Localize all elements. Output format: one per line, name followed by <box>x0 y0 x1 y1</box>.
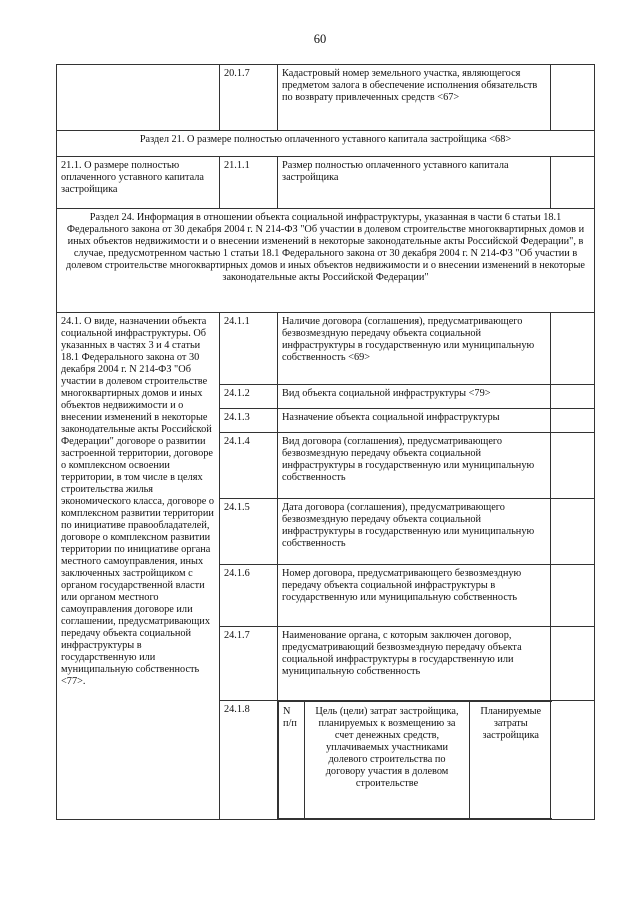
table-row <box>57 157 595 209</box>
item-text: Номер договора, предусматривающего безвозмездную передачу объекта социальной инфраструктуры в государственную или муниципальную собственность <box>278 565 551 627</box>
value-cell <box>551 433 595 499</box>
item-text: Вид объекта социальной инфраструктуры <79> <box>278 385 551 409</box>
value-cell <box>551 627 595 701</box>
row-heading-24-1: 24.1. О виде, назначении объекта социальной инфраструктуры. Об указанных в частях 3 и 4 статьи 18.1 Федерального закона от 30 декабря 2004 г. N 214-ФЗ "Об участии в долевом строительстве многоквартирных домов и иных объектов недвижимости и о внесении изменений в некоторые законодательные акты Российской Федерации" договоре о развитии застроенной территории, договоре о комплексном освоении территории, в том числе в целях строительства жилья экономического класса, договоре о комплексном развитии территории по инициативе правообладателей, договоре о комплексном развитии территории по инициативе органа местного самоуправления, иных заключенных застройщиком с органом государственной власти или органом местного самоуправления договоре или соглашении, предусматривающих передачу объекта социальной инфраструктуры в государственную или муниципальную собственность <77>. <box>57 313 220 820</box>
item-text: Дата договора (соглашения), предусматривающего безвозмездную передачу объекта социальной инфраструктуры в государственную или муниципальную собственность <box>278 499 551 565</box>
row-heading: 21.1. О размере полностью оплаченного уставного капитала застройщика <box>57 157 220 209</box>
inner-table <box>278 701 552 819</box>
item-text: Вид договора (соглашения), предусматривающего безвозмездную передачу объекта социальной инфраструктуры в государственную или муниципальную собственность <box>278 433 551 499</box>
section-row <box>57 131 595 157</box>
column-header-costs: Планируемые затраты застройщика <box>470 702 552 819</box>
column-header-goal: Цель (цели) затрат застройщика, планируемых к возмещению за счет денежных средств, уплачиваемых участниками долевого строительства по договору участия в долевом строительстве <box>305 702 470 819</box>
table-row <box>57 65 595 131</box>
item-number: 24.1.6 <box>220 565 278 627</box>
item-number: 21.1.1 <box>220 157 278 209</box>
item-text: Кадастровый номер земельного участка, являющегося предметом залога в обеспечение исполнения обязательств по возврату привлеченных средств <67> <box>278 65 551 131</box>
item-text: Размер полностью оплаченного уставного капитала застройщика <box>278 157 551 209</box>
item-number: 24.1.4 <box>220 433 278 499</box>
empty-cell <box>57 65 220 131</box>
nested-cost-table <box>278 701 551 820</box>
section-row <box>57 209 595 313</box>
value-cell <box>551 565 595 627</box>
page-number: 60 <box>313 32 327 46</box>
item-number: 24.1.2 <box>220 385 278 409</box>
item-number: 20.1.7 <box>220 65 278 131</box>
value-cell <box>551 157 595 209</box>
section-24-heading: Раздел 24. Информация в отношении объекта социальной инфраструктуры, указанная в части 6 статьи 18.1 Федерального закона от 30 декабря 2004 г. N 214-ФЗ "Об участии в долевом строительстве многоквартирных домов и иных объектов недвижимости и о внесении изменений в некоторые законодательные акты Российской Федерации", в случае, предусмотренном частью 1 статьи 18.1 Федерального закона от 30 декабря 2004 г. N 214-ФЗ "Об участии в долевом строительстве многоквартирных домов и иных объектов недвижимости и о внесении изменений в некоторые законодательные акты Российской Федерации" <box>57 209 595 313</box>
value-cell <box>551 409 595 433</box>
item-text: Наименование органа, с которым заключен договор, предусматривающий безвозмездную передачу объекта социальной инфраструктуры в государственную или муниципальную собственность <box>278 627 551 701</box>
item-text: Назначение объекта социальной инфраструктуры <box>278 409 551 433</box>
item-number: 24.1.5 <box>220 499 278 565</box>
column-header-number: N п/п <box>279 702 305 819</box>
table-row <box>57 313 595 385</box>
disclosure-table <box>56 64 595 820</box>
value-cell <box>551 65 595 131</box>
value-cell <box>551 701 595 820</box>
item-text: Наличие договора (соглашения), предусматривающего безвозмездную передачу объекта социальной инфраструктуры в государственную или муниципальную собственность <69> <box>278 313 551 385</box>
value-cell <box>551 385 595 409</box>
value-cell <box>551 313 595 385</box>
item-number: 24.1.7 <box>220 627 278 701</box>
item-number: 24.1.8 <box>220 701 278 820</box>
value-cell <box>551 499 595 565</box>
item-number: 24.1.3 <box>220 409 278 433</box>
section-21-heading: Раздел 21. О размере полностью оплаченного уставного капитала застройщика <68> <box>57 131 595 157</box>
item-number: 24.1.1 <box>220 313 278 385</box>
